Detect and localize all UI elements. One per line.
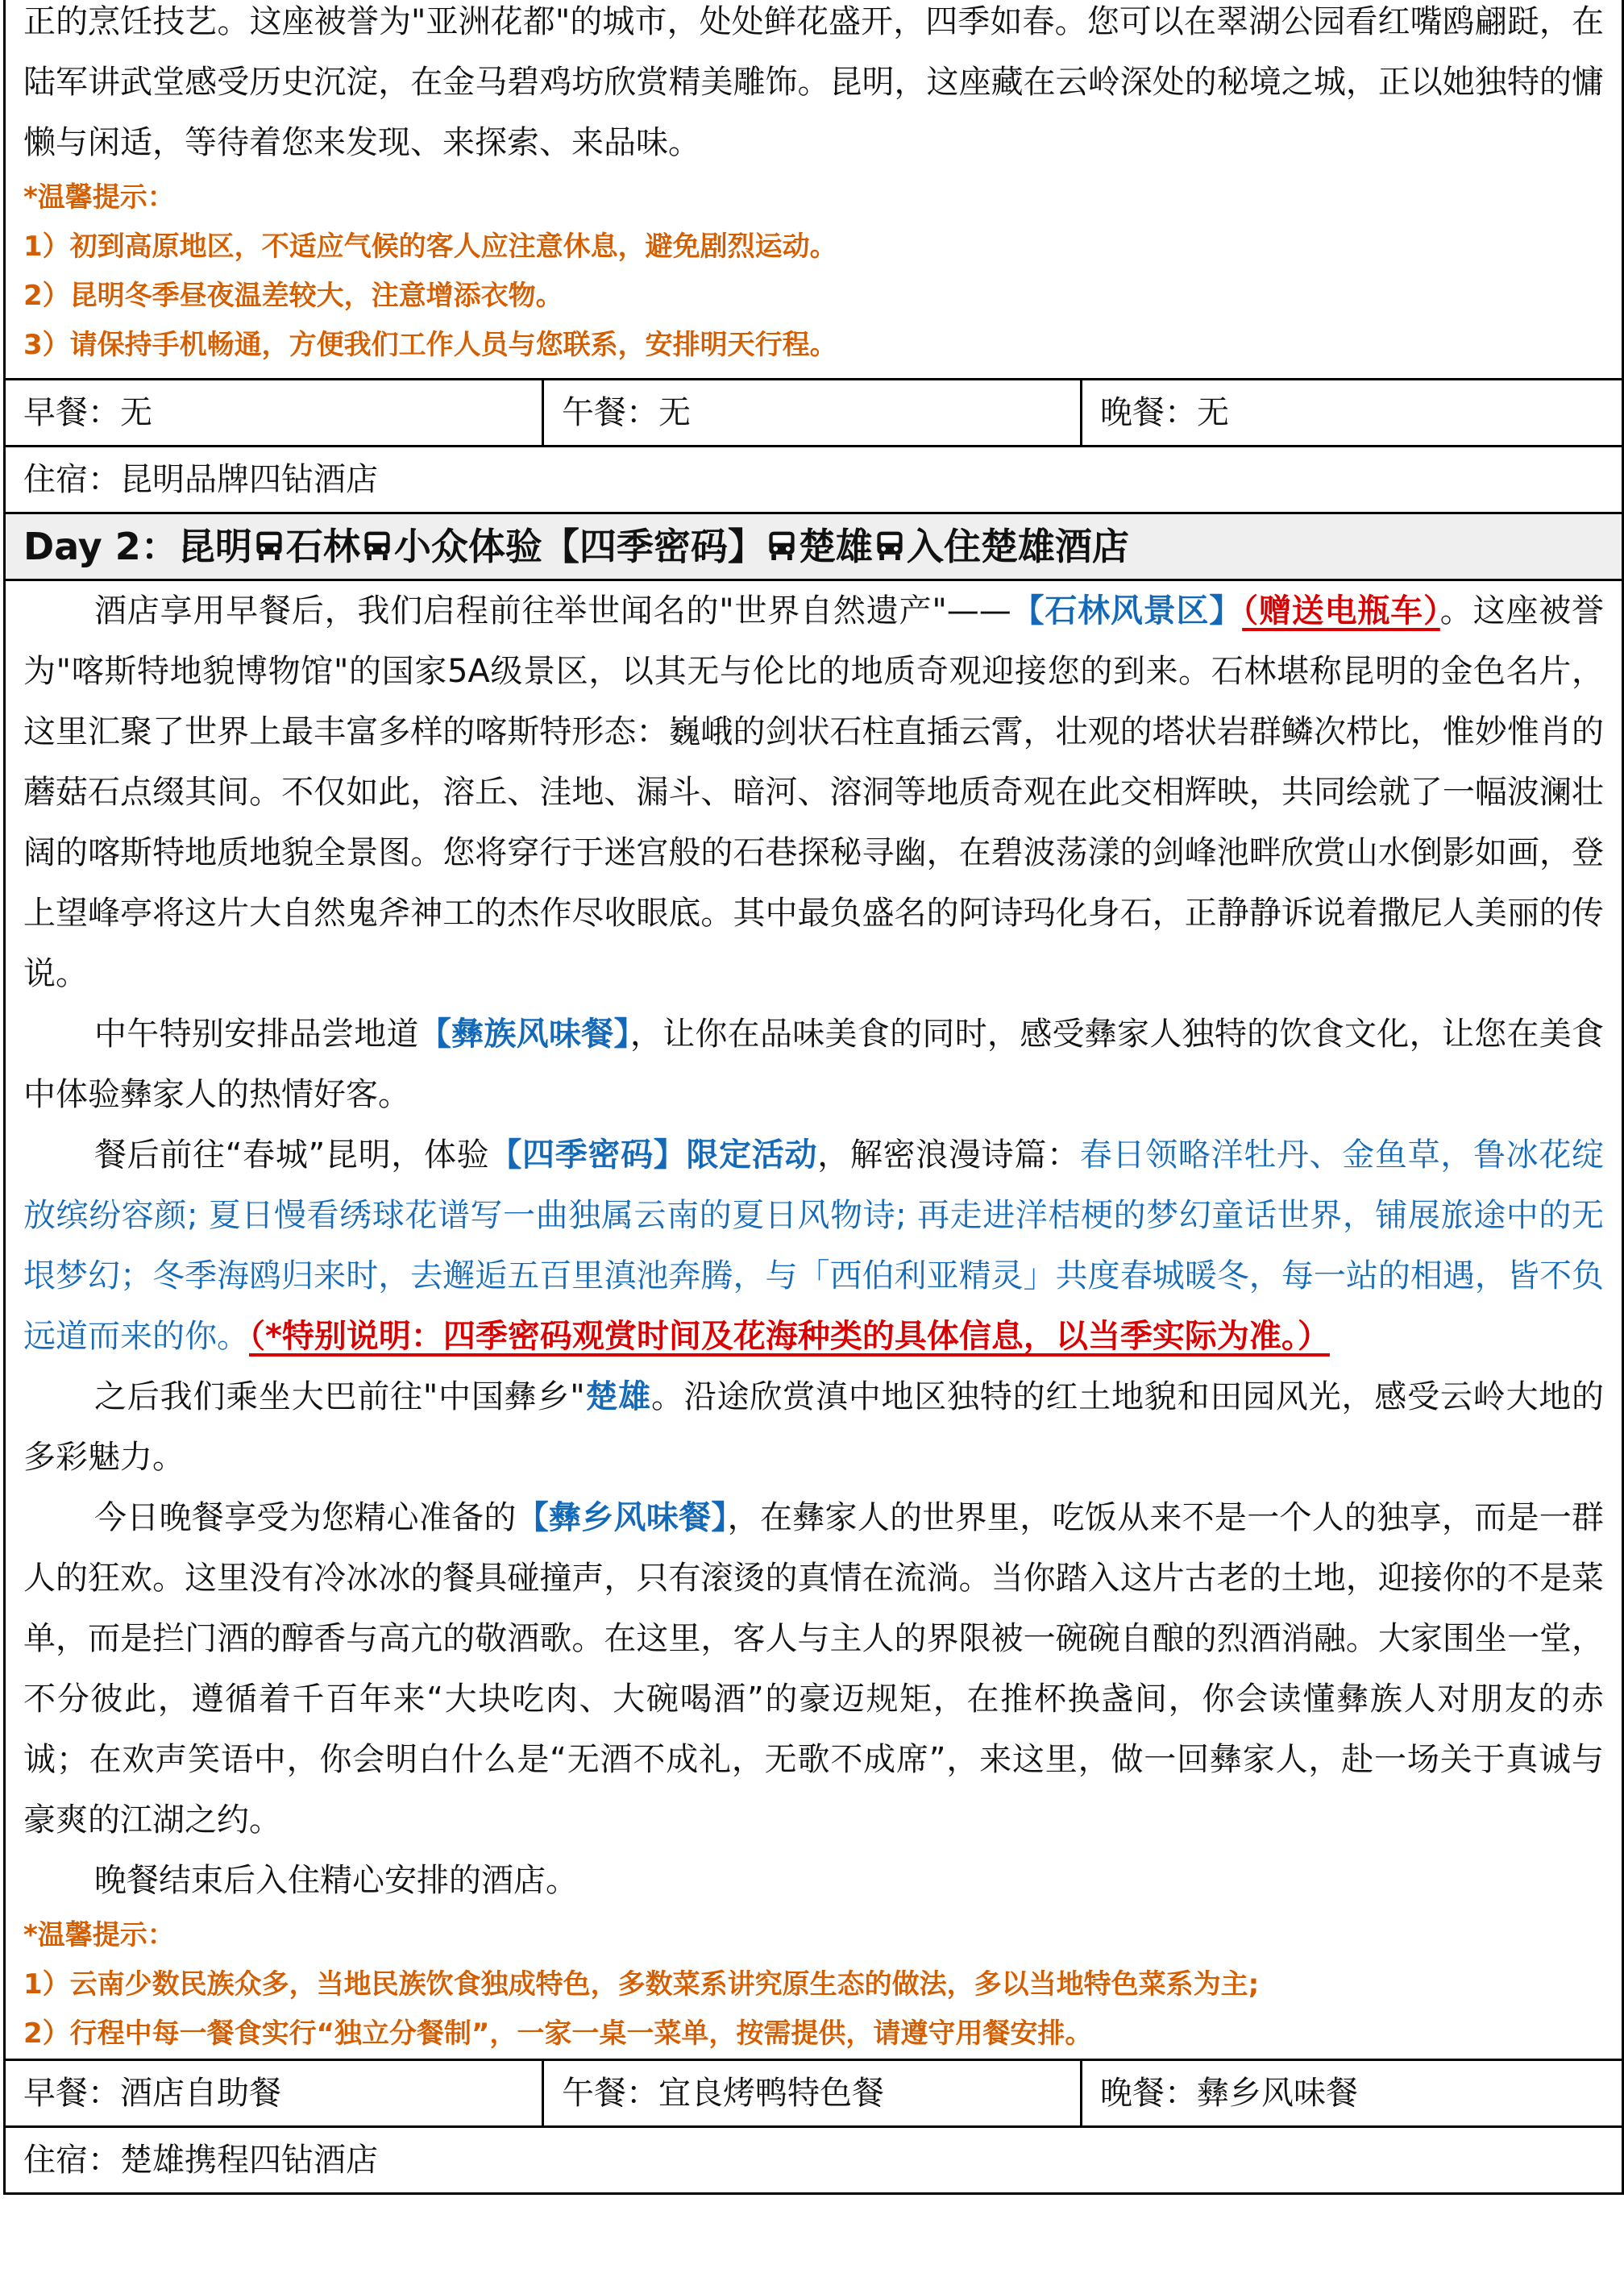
day2-p4-text-c: 。沿途欣赏滇中地区独特的红土地貌和田园风光，感受云岭大地的多彩魅力。 bbox=[23, 1377, 1605, 1476]
bus-icon bbox=[255, 530, 283, 563]
day2-paragraph-chuxiong bbox=[23, 1367, 1604, 1488]
day2-p2-text-a: 中午特别安排品尝地道 bbox=[94, 1015, 419, 1053]
day2-header-row bbox=[5, 513, 1623, 580]
bus-icon bbox=[363, 530, 391, 563]
day2-p2-text-c: ，让你在品味美食的同时，感受彝家人独特的饮食文化，让您在美食中体验彝家人的热情好客。 bbox=[23, 1015, 1605, 1113]
season-code-poem: 春日领略洋牡丹、金鱼草，鲁冰花绽放缤纷容颜; 夏日慢看绣球花谱写一曲独属云南的夏日风物诗; 再走进洋桔梗的梦幻童话世界，铺展旅途中的无垠梦幻；冬季海鸥归来时，去邂逅五百里滇池奔腾，与「西伯利亚精灵」共度春城暖冬，每一站的相遇，皆不负远道而来的你。 bbox=[23, 1136, 1605, 1355]
day2-title bbox=[5, 513, 1623, 580]
day2-title-part-4: 楚雄 bbox=[798, 524, 873, 568]
day2-p3-text-c: ，解密浪漫诗篇： bbox=[817, 1136, 1080, 1174]
day1-dinner: 晚餐：无 bbox=[1082, 379, 1623, 446]
day1-tips-title: *温馨提示： bbox=[23, 181, 175, 214]
day2-body-row bbox=[5, 580, 1623, 2059]
day2-p5-text-c: ，在彝家人的世界里，吃饭从来不是一个人的独享，而是一群人的狂欢。这里没有冷冰冰的餐具碰撞声，只有滚烫的真情在流淌。当你踏入这片古老的土地，迎接你的不是菜单，而是拦门酒的醇香与高亢的敬酒歌。在这里，客人与主人的界限被一碗碗自酿的烈酒消融。大家围坐一堂，不分彼此，遵循着千百年来“大块吃肉、大碗喝酒”的豪迈规矩，在推杯换盏间，你会读懂彝族人对朋友的赤诚；在欢声笑语中，你会明白什么是“无酒不成礼，无歌不成席”，来这里，做一回彝家人，赴一场关于真诚与豪爽的江湖之约。 bbox=[23, 1498, 1605, 1839]
day2-meals-row bbox=[5, 2059, 1623, 2126]
day2-hotel-row bbox=[5, 2126, 1623, 2193]
day2-p5-text-a: 今日晚餐享受为您精心准备的 bbox=[94, 1498, 517, 1536]
day1-lunch: 午餐：无 bbox=[543, 379, 1082, 446]
day2-hotel: 住宿：楚雄携程四钻酒店 bbox=[5, 2126, 1623, 2193]
day2-title-part-2: 石林 bbox=[285, 524, 360, 568]
yi-village-meal-highlight: 【彝乡风味餐】 bbox=[516, 1498, 728, 1536]
day2-paragraph-season-code bbox=[23, 1125, 1604, 1367]
day2-breakfast: 早餐：酒店自助餐 bbox=[5, 2059, 543, 2126]
day1-intro-paragraph: 正的烹饪技艺。这座被誉为"亚洲花都"的城市，处处鲜花盛开，四季如春。您可以在翠湖公园看红嘴鸥翩跹，在陆军讲武堂感受历史沉淀，在金马碧鸡坊欣赏精美雕饰。昆明，这座藏在云岭深处的秘境之城，正以她独特的慵懒与闲适，等待着您来发现、来探索、来品味。 bbox=[23, 3, 1604, 161]
day1-body-cell bbox=[5, 0, 1623, 379]
day2-paragraph-stone-forest bbox=[23, 581, 1604, 1004]
day2-title-part-5: 入住楚雄酒店 bbox=[906, 524, 1129, 568]
day2-tip-1: 1）云南少数民族众多，当地民族饮食独成特色，多数菜系讲究原生态的做法，多以当地特色菜系为主; bbox=[23, 1967, 1260, 2001]
yi-meal-highlight: 【彝族风味餐】 bbox=[418, 1015, 630, 1053]
day2-tips-title: *温馨提示： bbox=[23, 1918, 175, 1951]
day1-meals-row bbox=[5, 379, 1623, 446]
itinerary-table bbox=[3, 0, 1624, 2195]
day1-hotel: 住宿：昆明品牌四钻酒店 bbox=[5, 446, 1623, 513]
day1-body-row bbox=[5, 0, 1623, 379]
day2-paragraph-hotel: 晚餐结束后入住精心安排的酒店。 bbox=[94, 1861, 578, 1899]
day2-p3-text-a: 餐后前往“春城”昆明，体验 bbox=[94, 1136, 490, 1174]
day1-tip-2: 2）昆明冬季昼夜温差较大，注意增添衣物。 bbox=[23, 280, 563, 312]
day2-p1-text-a: 酒店享用早餐后，我们启程前往举世闻名的"世界自然遗产"—— bbox=[94, 592, 1011, 629]
day2-title-part-3: 小众体验【四季密码】 bbox=[393, 524, 765, 568]
day2-body-cell bbox=[5, 580, 1623, 2059]
day1-hotel-row bbox=[5, 446, 1623, 513]
day2-title-part-1: 昆明 bbox=[177, 524, 252, 568]
day1-breakfast: 早餐：无 bbox=[5, 379, 543, 446]
day2-dinner: 晚餐：彝乡风味餐 bbox=[1082, 2059, 1623, 2126]
day2-p1-text-d: 。这座被誉为"喀斯特地貌博物馆"的国家5A级景区，以其无与伦比的地质奇观迎接您的到来。石林堪称昆明的金色名片，这里汇聚了世界上最丰富多样的喀斯特形态：巍峨的剑状石柱直插云霄，壮观的塔状岩群鳞次栉比，惟妙惟肖的蘑菇石点缀其间。不仅如此，溶丘、洼地、漏斗、暗河、溶洞等地质奇观在此交相辉映，共同绘就了一幅波澜壮阔的喀斯特地质地貌全景图。您将穿行于迷宫般的石巷探秘寻幽，在碧波荡漾的剑峰池畔欣赏山水倒影如画，登上望峰亭将这片大自然鬼斧神工的杰作尽收眼底。其中最负盛名的阿诗玛化身石，正静静诉说着撒尼人美丽的传说。 bbox=[23, 592, 1605, 992]
day1-tip-1: 1）初到高原地区，不适应气候的客人应注意休息，避免剧烈运动。 bbox=[23, 231, 837, 263]
day1-tip-3: 3）请保持手机畅通，方便我们工作人员与您联系，安排明天行程。 bbox=[23, 329, 837, 361]
day2-p4-text-a: 之后我们乘坐大巴前往"中国彝乡" bbox=[94, 1377, 585, 1415]
stone-forest-highlight: 【石林风景区】 bbox=[1011, 592, 1243, 629]
day2-paragraph-lunch bbox=[23, 1004, 1604, 1125]
bus-icon bbox=[876, 530, 903, 563]
day2-tip-2: 2）行程中每一餐食实行“独立分餐制”，一家一桌一菜单，按需提供，请遵守用餐安排。 bbox=[23, 2017, 1093, 2050]
bus-icon bbox=[768, 530, 795, 563]
free-shuttle-note: （赠送电瓶车） bbox=[1242, 592, 1440, 629]
day2-title-prefix: Day 2： bbox=[23, 524, 178, 568]
season-code-highlight: 【四季密码】限定活动 bbox=[489, 1136, 818, 1174]
day2-paragraph-dinner bbox=[23, 1488, 1604, 1851]
season-code-special-note: （*特别说明：四季密码观赏时间及花海种类的具体信息，以当季实际为准。） bbox=[249, 1317, 1330, 1355]
chuxiong-highlight: 楚雄 bbox=[584, 1377, 651, 1415]
day2-lunch: 午餐：宜良烤鸭特色餐 bbox=[543, 2059, 1082, 2126]
